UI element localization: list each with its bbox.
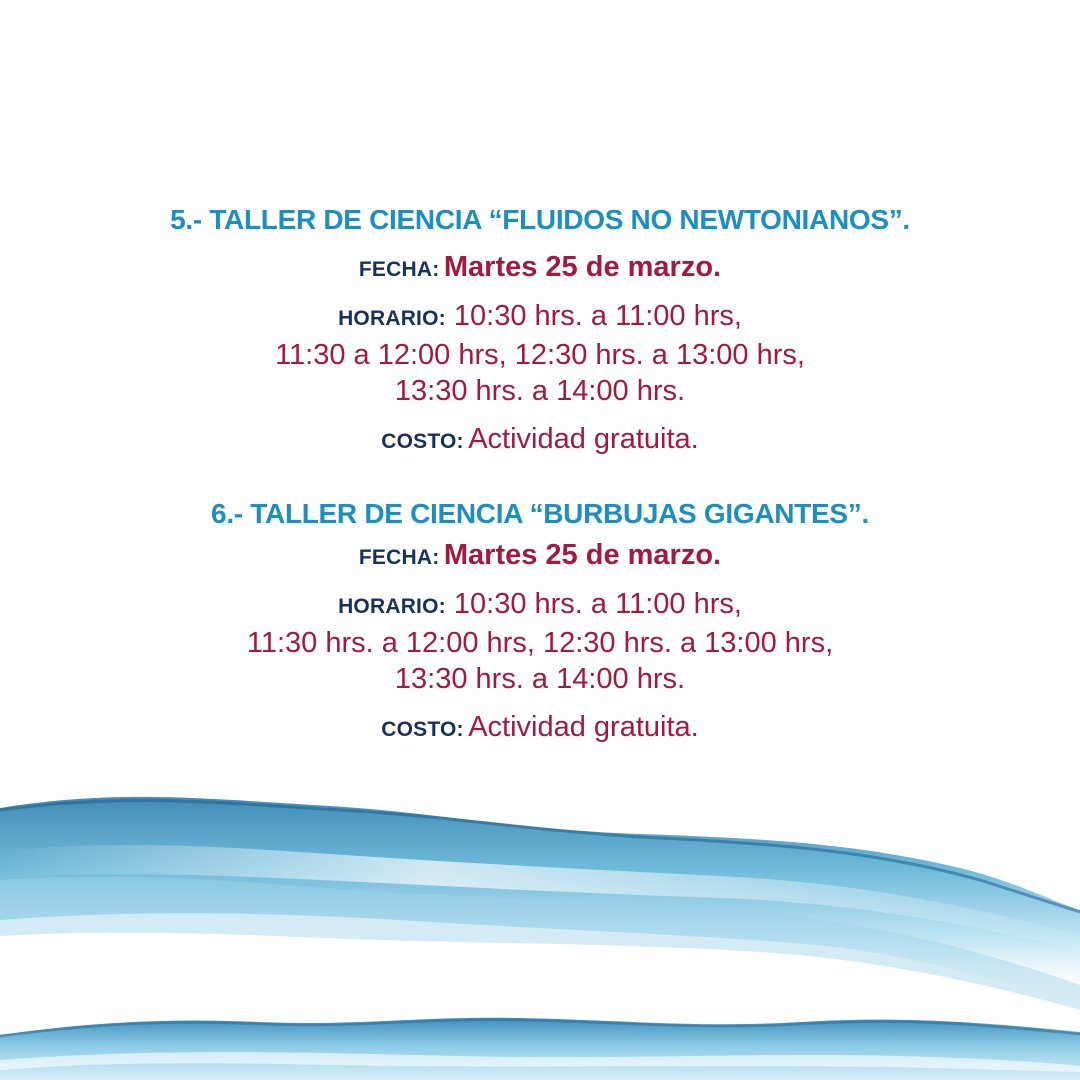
horario-line-2: 11:30 hrs. a 12:00 hrs, 12:30 hrs. a 13:00 hrs, — [246, 627, 834, 659]
fecha-value: Martes 25 de marzo. — [443, 539, 722, 571]
horario-line-3: 13:30 hrs. a 14:00 hrs. — [394, 375, 686, 407]
costo-row — [0, 709, 1080, 750]
costo-value: Actividad gratuita. — [468, 423, 699, 455]
fecha-label: FECHA: — [358, 258, 440, 281]
horario-line-2: 11:30 a 12:00 hrs, 12:30 hrs. a 13:00 hrs, — [275, 339, 805, 371]
horario-line-1 — [0, 586, 1080, 625]
costo-row — [0, 421, 1080, 462]
horario-row — [0, 298, 1080, 409]
lower-wave — [0, 1018, 1080, 1080]
activity-5 — [0, 203, 1080, 462]
horario-line-1-text: 10:30 hrs. a 11:00 hrs, — [453, 300, 742, 332]
fecha-row — [0, 249, 1080, 290]
horario-line-1 — [0, 298, 1080, 337]
horario-label: HORARIO: — [338, 307, 446, 330]
horario-line-3: 13:30 hrs. a 14:00 hrs. — [394, 663, 686, 695]
fecha-label: FECHA: — [358, 546, 440, 569]
costo-label: COSTO: — [381, 430, 464, 453]
fecha-row — [0, 537, 1080, 578]
water-waves-graphic — [0, 760, 1080, 1080]
horario-line-1-text: 10:30 hrs. a 11:00 hrs, — [453, 588, 742, 620]
fecha-value: Martes 25 de marzo. — [443, 251, 722, 283]
activity-6 — [0, 497, 1080, 750]
costo-value: Actividad gratuita. — [468, 711, 699, 743]
activity-title: 5.- TALLER DE CIENCIA “FLUIDOS NO NEWTONIANOS”. — [170, 204, 910, 235]
costo-label: COSTO: — [381, 718, 464, 741]
horario-row — [0, 586, 1080, 697]
activity-title: 6.- TALLER DE CIENCIA “BURBUJAS GIGANTES”. — [211, 498, 869, 529]
horario-label: HORARIO: — [338, 595, 446, 618]
